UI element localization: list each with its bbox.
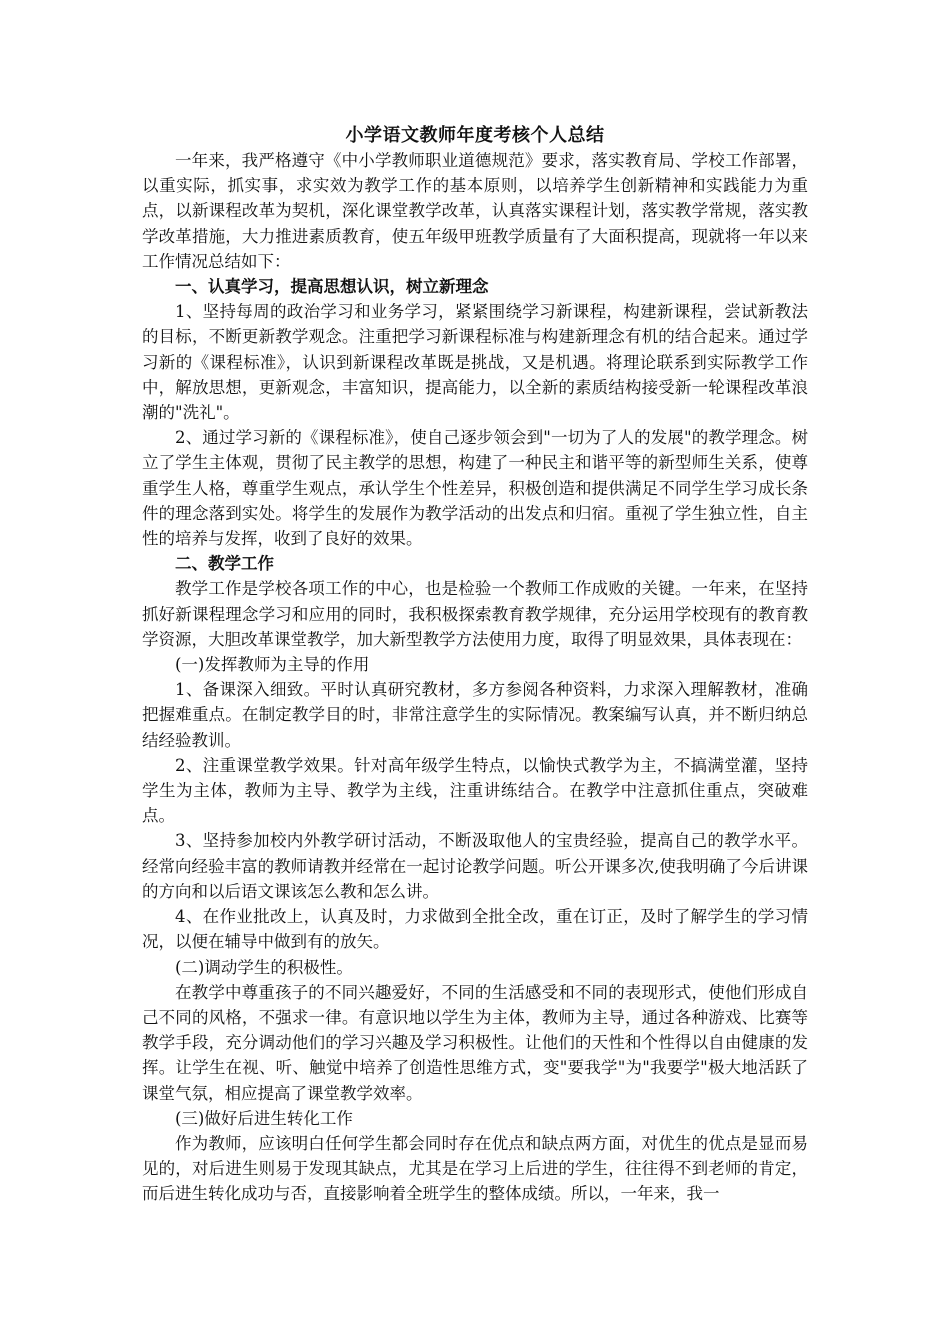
section-1-heading: 一、认真学习，提高思想认识，树立新理念 <box>175 277 489 297</box>
subsection-3-paragraph-1: 作为教师，应该明白任何学生都会同时存在优点和缺点两方面，对优生的优点是显而易见的，对后进生则易于发现其缺点，尤其是在学习上后进的学生，往往得不到老师的肯定，而后进生转化成功与否，直接影响着全班学生的整体成绩。所以，一年来，我一 <box>142 1133 808 1204</box>
intro-paragraph: 一年来，我严格遵守《中小学教师职业道德规范》要求，落实教育局、学校工作部署，以重实际，抓实事，求实效为教学工作的基本原则，以培养学生创新精神和实践能力为重点，以新课程改革为契机，深化课堂教学改革，认真落实课程计划，落实教学常规，落实教学改革措施，大力推进素质教育，使五年级甲班教学质量有了大面积提高，现就将一年以来工作情况总结如下： <box>142 151 808 271</box>
subsection-1-paragraph-1: 1、备课深入细致。平时认真研究教材，多方参阅各种资料，力求深入理解教材，准确把握难重点。在制定教学目的时，非常注意学生的实际情况。教案编写认真，并不断归纳总结经验教训。 <box>142 680 808 750</box>
subsection-2-heading: (二)调动学生的积极性。 <box>175 957 353 977</box>
subsection-1-paragraph-4: 4、在作业批改上，认真及时，力求做到全批全改，重在订正，及时了解学生的学习情况，以便在辅导中做到有的放矢。 <box>142 907 808 952</box>
section-1-paragraph-1: 1、坚持每周的政治学习和业务学习，紧紧围绕学习新课程，构建新课程，尝试新教法的目标，不断更新教学观念。注重把学习新课程标准与构建新理念有机的结合起来。通过学习新的《课程标准》，认识到新课程改革既是挑战，又是机遇。将理论联系到实际教学工作中，解放思想，更新观念，丰富知识，提高能力，以全新的素质结构接受新一轮课程改革浪潮的"洗礼"。 <box>142 302 808 423</box>
subsection-1-heading: (一)发挥教师为主导的作用 <box>175 655 370 675</box>
subsection-1-paragraph-2: 2、注重课堂教学效果。针对高年级学生特点，以愉快式教学为主，不搞满堂灌，坚持学生为主体，教师为主导、教学为主线，注重讲练结合。在教学中注意抓住重点，突破难点。 <box>142 755 808 826</box>
document-title: 小学语文教师年度考核个人总结 <box>345 125 605 146</box>
document-body <box>142 123 808 1207</box>
section-1-paragraph-2: 2、通过学习新的《课程标准》，使自己逐步领会到"一切为了人的发展"的教学理念。树立了学生主体观，贯彻了民主教学的思想，构建了一种民主和谐平等的新型师生关系，使尊重学生人格，尊重学生观点，承认学生个性差异，积极创造和提供满足不同学生学习成长条件的理念落到实处。将学生的发展作为教学活动的出发点和归宿。重视了学生独立性，自主性的培养与发挥，收到了良好的效果。 <box>142 428 808 549</box>
subsection-2-paragraph-1: 在教学中尊重孩子的不同兴趣爱好，不同的生活感受和不同的表现形式，使他们形成自己不同的风格，不强求一律。有意识地以学生为主体，教师为主导，通过各种游戏、比赛等教学手段，充分调动他们的学习兴趣及学习积极性。让他们的天性和个性得以自由健康的发挥。让学生在视、听、触觉中培养了创造性思维方式，变"要我学"为"我要学"极大地活跃了课堂气氛，相应提高了课堂教学效率。 <box>142 982 808 1103</box>
subsection-3-heading: (三)做好后进生转化工作 <box>175 1108 353 1128</box>
subsection-1-paragraph-3: 3、坚持参加校内外教学研讨活动，不断汲取他人的宝贵经验，提高自己的教学水平。经常向经验丰富的教师请教并经常在一起讨论教学问题。听公开课多次,使我明确了今后讲课的方向和以后语文课该怎么教和怎么讲。 <box>142 831 808 901</box>
section-2-heading: 二、教学工作 <box>175 554 274 574</box>
section-2-intro: 教学工作是学校各项工作的中心，也是检验一个教师工作成败的关键。一年来，在坚持抓好新课程理念学习和应用的同时，我积极探索教育教学规律，充分运用学校现有的教育教学资源，大胆改革课堂教学，加大新型教学方法使用力度，取得了明显效果，具体表现在： <box>142 579 808 649</box>
